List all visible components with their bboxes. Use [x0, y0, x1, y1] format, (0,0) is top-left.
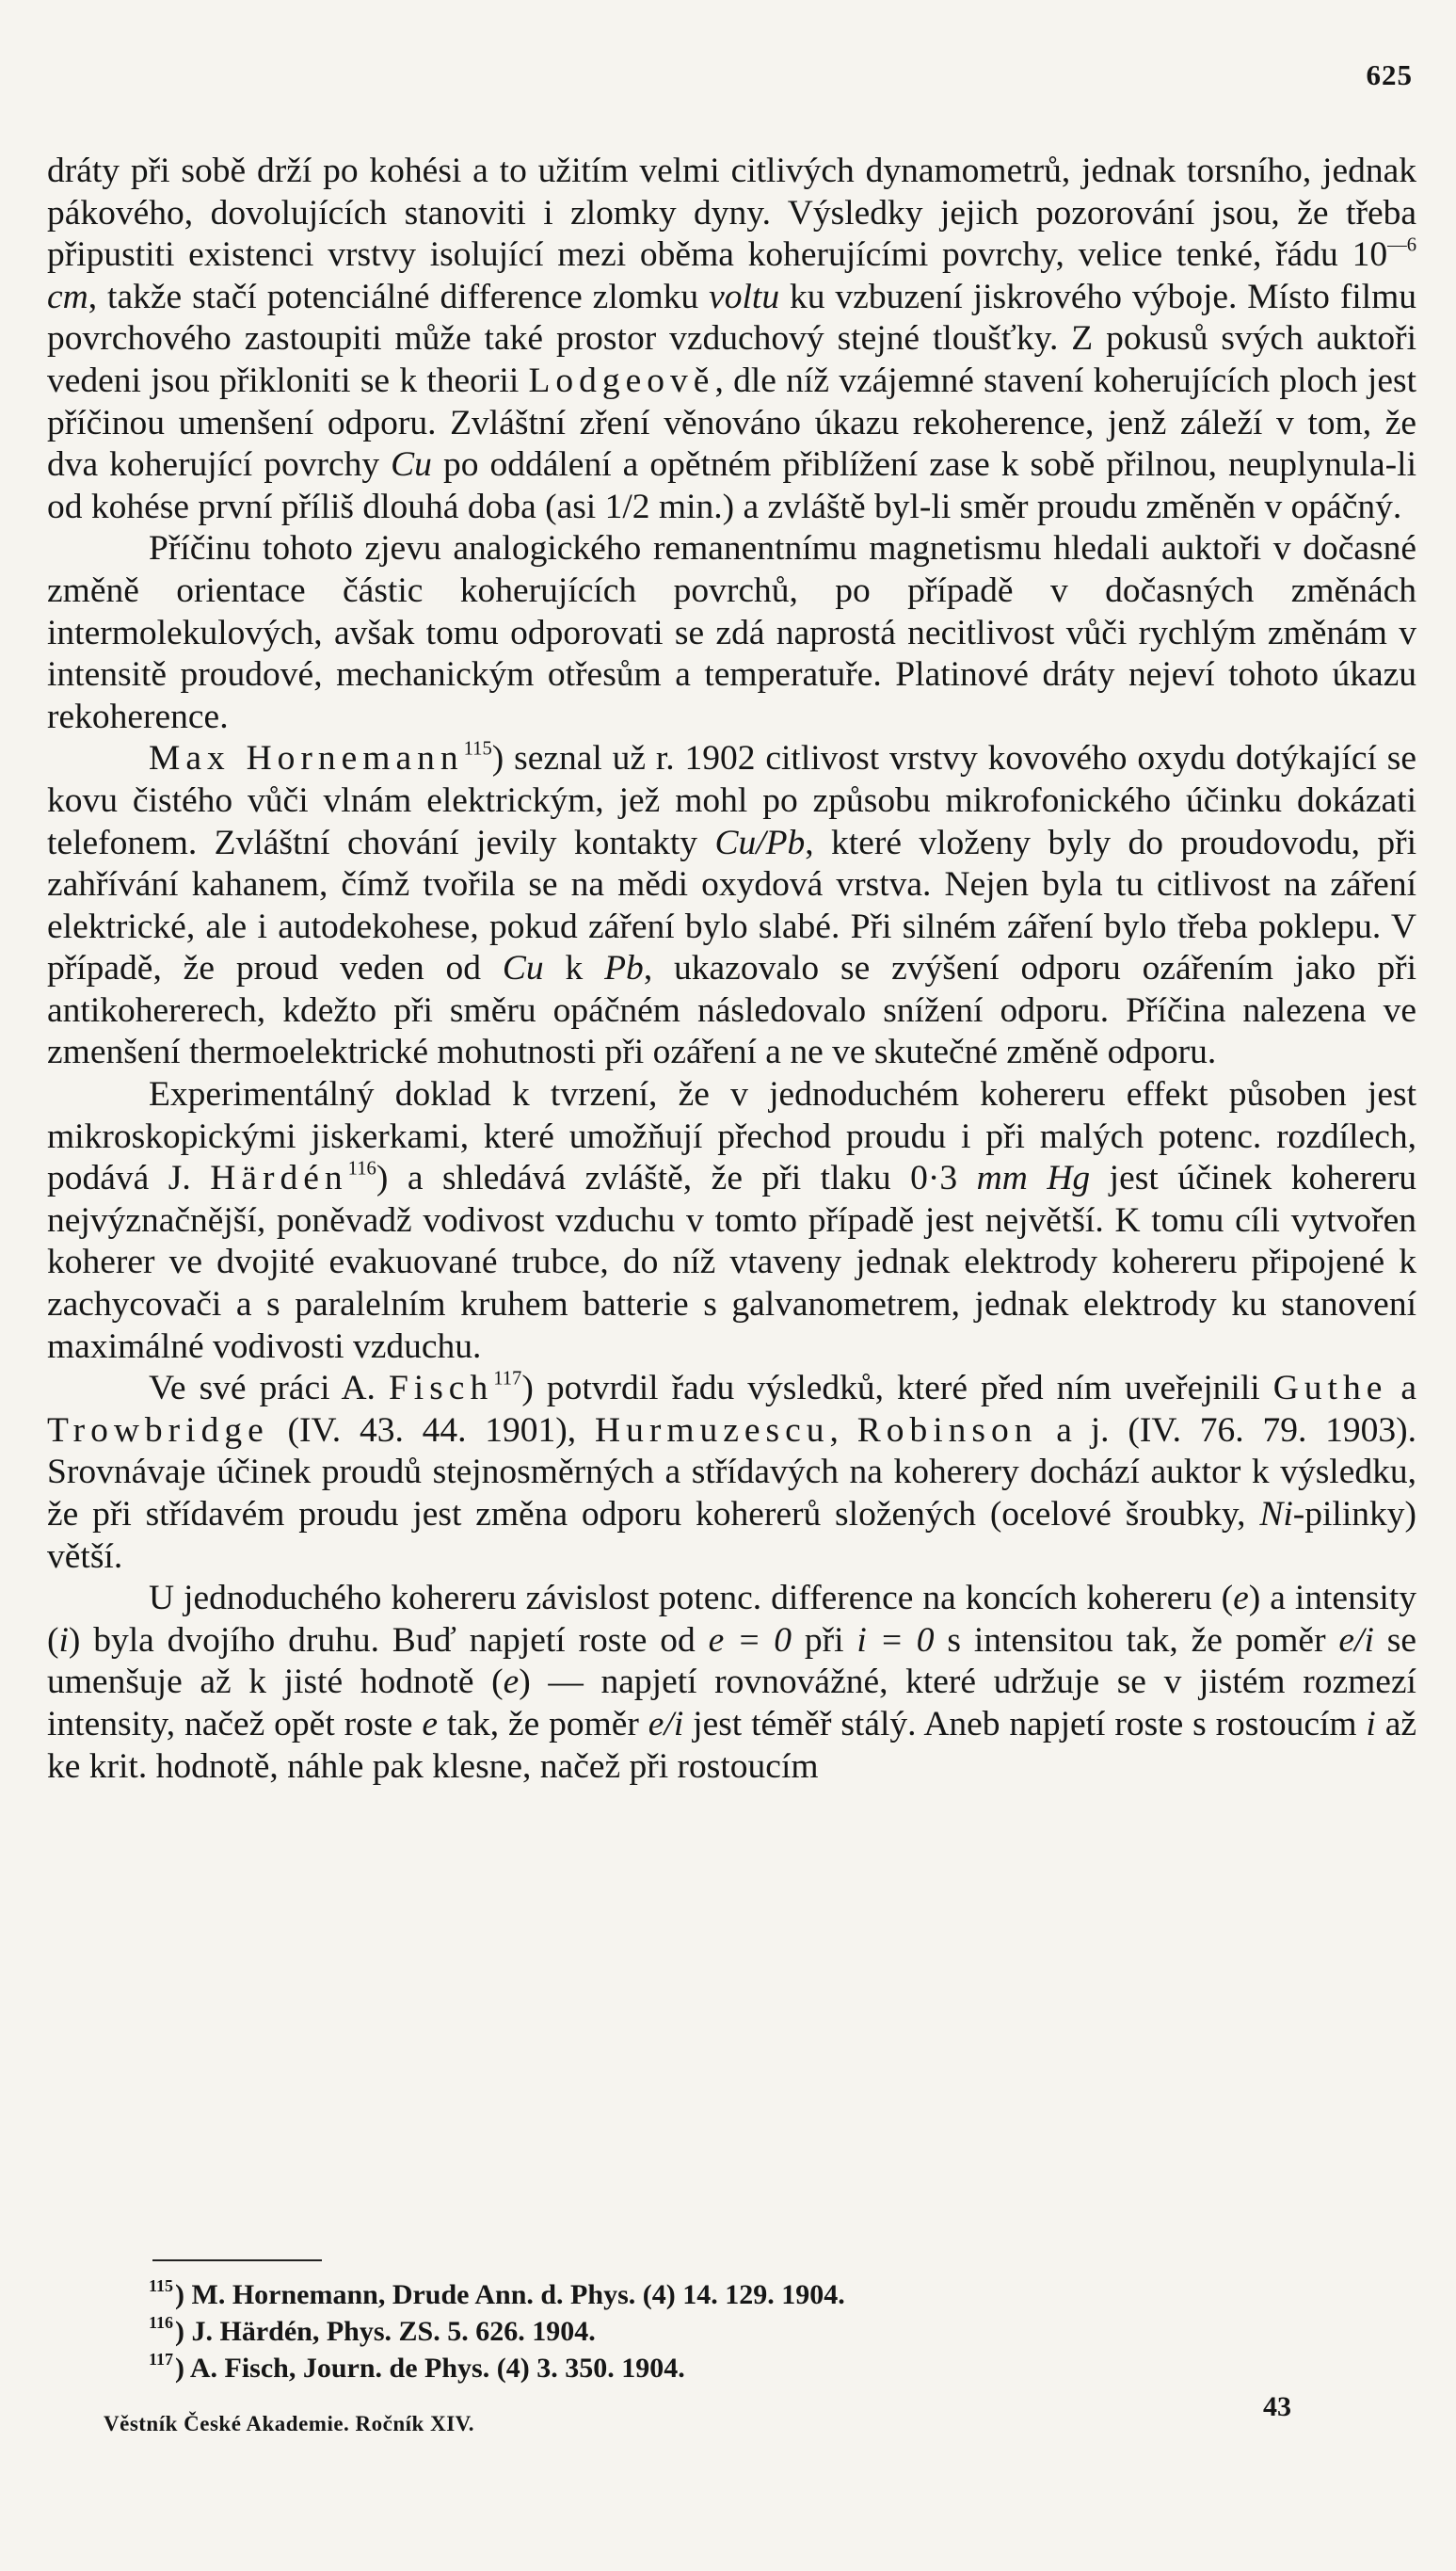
paragraph: dráty při sobě drží po kohési a to užitím velmi citlivých dynamometrů, jednak torsního, jednak pákového, dovolujících stanoviti i zlomky dyny. Výsledky jejich pozorování jsou, že třeba připustiti existenci vrstvy isolující mezi oběma koherujícími povrchy, velice tenké, řádu 10$^{—6}$ cm, takže stačí potenciálné difference zlomku voltu ku vzbuzení jiskrového výboje. Místo filmu povrchového zastoupiti může také prostor vzduchový stejné tloušťky. Z pokusů svých auktoři vedeni jsou přikloniti se k theorii Lodgeově, dle níž vzájemné stavení koherujících ploch jest příčinou umenšení odporu. Zvláštní zření věnováno úkazu rekoherence, jenž záleží v tom, že dva koherující povrchy Cu po oddálení a opětném přiblížení zase k sobě přilnou, neuplynula-li od kohése první příliš dlouhá doba (asi 1/2 min.) a zvláště byl-li směr proudu změněn v opáčný.: [47, 152, 1417, 526]
fraction: 1/2: [604, 487, 650, 526]
page-number: 625: [1366, 58, 1413, 91]
journal-footer: Věstník České Akademie. Ročník XIV.: [104, 2412, 475, 2435]
italic-term: i: [58, 1620, 69, 1660]
italic-term: e: [422, 1704, 439, 1743]
footnote-divider: [152, 2259, 322, 2261]
author-name: Fisch: [388, 1369, 494, 1408]
italic-term: Cu: [502, 949, 544, 988]
footnotes: [149, 2276, 1278, 2386]
italic-term: e/i: [648, 1704, 684, 1743]
italic-term: voltu: [709, 277, 780, 316]
paragraph: Ve své práci A. Fisch$^{117}$) potvrdil řadu výsledků, které před ním uveřejnili Guthe a Trowbridge (IV. 43. 44. 1901), Hurmuzescu, Robinson a j. (IV. 76. 79. 1903). Srovnávaje účinek proudů stejnosměrných a střídavých na koherery dochází auktor k výsledku, že při střídavém proudu jest změna odporu kohererů složených (ocelové šroubky, Ni-pilinky) větší.: [47, 1368, 1417, 1576]
italic-term: Cu: [391, 445, 432, 485]
footnote: [149, 2276, 1278, 2313]
paragraph: Příčinu tohoto zjevu analogického remanentnímu magnetismu hledali auktoři v dočasné změně orientace částic koherujících povrchů, po případě v dočasných změnách intermolekulových, avšak tomu odporovati se zdá naprostá necitlivost vůči rychlým změnám v intensitě proudové, mechanickým otřesům a temperatuře. Platinové dráty nejeví tohoto úkazu rekoherence.: [47, 529, 1416, 736]
footnote: [149, 2313, 1278, 2350]
italic-term: e: [1233, 1579, 1249, 1618]
italic-term: i: [1366, 1704, 1376, 1743]
italic-term: e/i: [1338, 1620, 1374, 1660]
paragraph: Max Hornemann$^{115}$) seznal už r. 1902 citlivost vrstvy kovového oxydu dotýkající se kovu čistého vůči vlnám elektrickým, jež mohl po způsobu mikrofonického účinku dokázati telefonem. Zvláštní chování jevily kontakty Cu/Pb, které vloženy byly do proudovodu, při zahřívání kahanem, čímž tvořila se na mědi oxydová vrstva. Nejen byla tu citlivost na záření elektrické, ale i autodekohese, pokud záření bylo slabé. Při silném záření bylo třeba poklepu. V případě, že proud veden od Cu k Pb, ukazovalo se zvýšení odporu ozářením jako při antikohererech, kdežto při směru opáčném následovalo snížení odporu. Příčina nalezena ve zmenšení thermoelektrické mohutnosti při ozáření a ne ve skutečné změně odporu.: [47, 738, 1417, 1072]
superscript: —6: [1387, 234, 1416, 256]
italic-term: e: [503, 1663, 520, 1702]
footnote-text: ) A. Fisch, Journ. de Phys. (4) 3. 350. 1904.: [175, 2353, 685, 2384]
footnote: [149, 2350, 1278, 2386]
superscript: 116: [347, 1158, 376, 1180]
italic-term: i = 0: [856, 1620, 935, 1660]
italic-term: Ni: [1259, 1495, 1293, 1534]
paragraph: Experimentálný doklad k tvrzení, že v jednoduchém kohereru effekt působen jest mikroskopickými jiskerkami, které umožňují přechod proudu i při malých potenc. rozdílech, podává J. Härdén$^{116}$) a shledává zvláště, že při tlaku 0·3 mm Hg jest účinek kohereru nejvýznačnější, poněvadž vodivost vzduchu v tomto případě jest největší. K tomu cíli vytvořen koherer ve dvojité evakuované trubce, do níž vtaveny jednak elektrody kohereru připojené k zachycovači a s paralelním kruhem batterie s galvanometrem, jednak elektrody ku stanovení maximálné vodivosti vzduchu.: [47, 1075, 1417, 1366]
body-text: [47, 151, 1416, 1788]
footnote-text: ) J. Härdén, Phys. ZS. 5. 626. 1904.: [175, 2316, 596, 2347]
author-name: Härdén: [210, 1159, 348, 1198]
superscript: 117: [493, 1368, 522, 1390]
italic-term: cm: [47, 277, 88, 316]
superscript: 115: [463, 738, 492, 760]
author-name: Hurmuzescu: [595, 1410, 830, 1450]
footnote-number: 115: [149, 2276, 174, 2296]
sheet-number: 43: [1263, 2391, 1291, 2422]
author-name: Robinson: [856, 1410, 1038, 1450]
footnote-number: 117: [149, 2350, 174, 2370]
author-name: Guthe: [1272, 1369, 1388, 1408]
paragraph: U jednoduchého kohereru závislost potenc. difference na koncích kohereru (e) a intensity (i) byla dvojího druhu. Buď napjetí roste od e = 0 při i = 0 s intensitou tak, že poměr e/i se umenšuje až k jisté hodnotě (e) — napjetí rovnovážné, které udržuje se v jistém rozmezí intensity, načež opět roste e tak, že poměr e/i jest téměř stálý. Aneb napjetí roste s rostoucím i až ke krit. hodnotě, náhle pak klesne, načež při rostoucím: [47, 1579, 1417, 1786]
author-name: Trowbridge: [47, 1410, 269, 1450]
author-name: Lodgeově: [528, 361, 715, 400]
footnote-number: 116: [149, 2313, 174, 2333]
italic-term: Pb: [604, 949, 644, 988]
italic-term: e = 0: [708, 1620, 792, 1660]
italic-term: Cu/Pb: [714, 823, 806, 862]
footnote-text: ) M. Hornemann, Drude Ann. d. Phys. (4) 14. 129. 1904.: [175, 2279, 845, 2310]
author-name: Max Hornemann: [149, 739, 464, 779]
italic-term: mm Hg: [976, 1159, 1091, 1198]
